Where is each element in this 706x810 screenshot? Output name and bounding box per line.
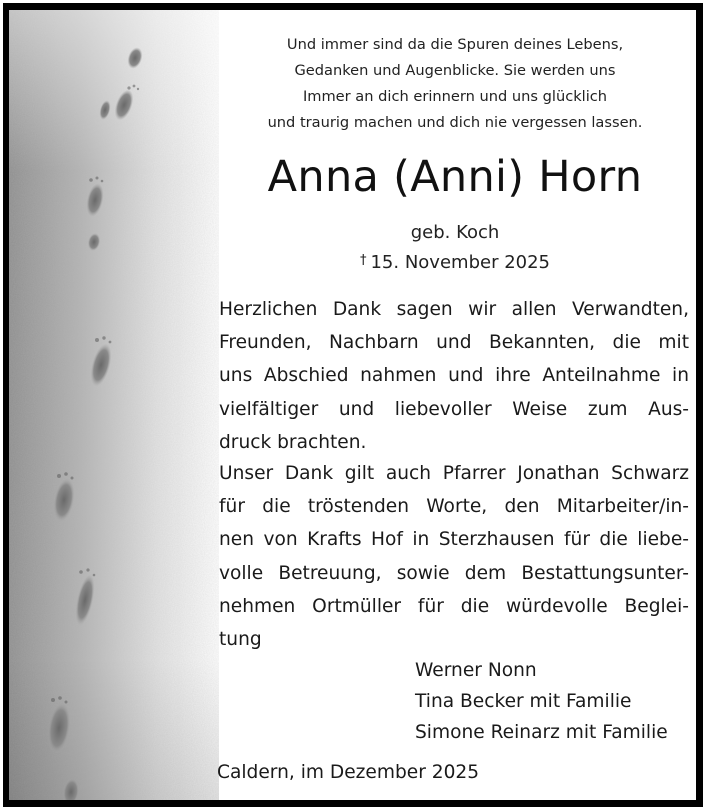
thanks-paragraph-2: [219, 457, 689, 656]
signers-list: [415, 655, 668, 748]
text-line: Freunden, Nachbarn und Bekannten, die mit: [219, 332, 689, 354]
footprints-in-sand-image: [9, 10, 219, 800]
text-line: Unser Dank gilt auch Pfarrer Jonathan Schwarz: [219, 463, 689, 484]
poem: [214, 32, 696, 136]
birth-name: geb. Koch: [410, 222, 500, 243]
poem-line: Immer an dich erinnern und uns glücklich: [302, 88, 608, 105]
poem-line: und traurig machen und dich nie vergessen lassen.: [267, 114, 643, 131]
text-line: tung: [219, 628, 262, 650]
thanks-paragraph-1: [219, 293, 689, 459]
deceased-name: Anna (Anni) Horn: [267, 152, 643, 202]
text-line: nen von Krafts Hof in Sterzhausen für die liebe-: [219, 529, 689, 551]
signer: Werner Nonn: [415, 660, 537, 681]
place-and-date: Caldern, im Dezember 2025: [217, 762, 480, 783]
text-line: nehmen Ortmüller für die würdevolle Beglei-: [219, 595, 689, 617]
poem-line: Und immer sind da die Spuren deines Lebens,: [286, 36, 624, 53]
obituary-content: [214, 10, 696, 800]
text-line: vielfältiger und liebevoller Weise zum Aus-: [219, 398, 689, 420]
death-date: 15. November 2025: [370, 252, 551, 273]
text-line: Herzlichen Dank sagen wir allen Verwandten,: [219, 299, 689, 320]
text-line: uns Abschied nahmen und ihre Anteilnahme in: [219, 365, 689, 387]
poem-line: Gedanken und Augenblicke. Sie werden uns: [294, 62, 616, 79]
death-date-line: [214, 252, 696, 273]
text-line: für die tröstenden Worte, den Mitarbeiter/in-: [219, 496, 689, 518]
signer: Tina Becker mit Familie: [415, 691, 632, 712]
cross-icon: †: [359, 253, 367, 268]
text-line: druck brachten.: [219, 431, 367, 453]
signer: Simone Reinarz mit Familie: [415, 722, 668, 743]
text-line: volle Betreuung, sowie dem Bestattungsunter-: [219, 562, 689, 584]
obituary-frame: [3, 3, 703, 807]
